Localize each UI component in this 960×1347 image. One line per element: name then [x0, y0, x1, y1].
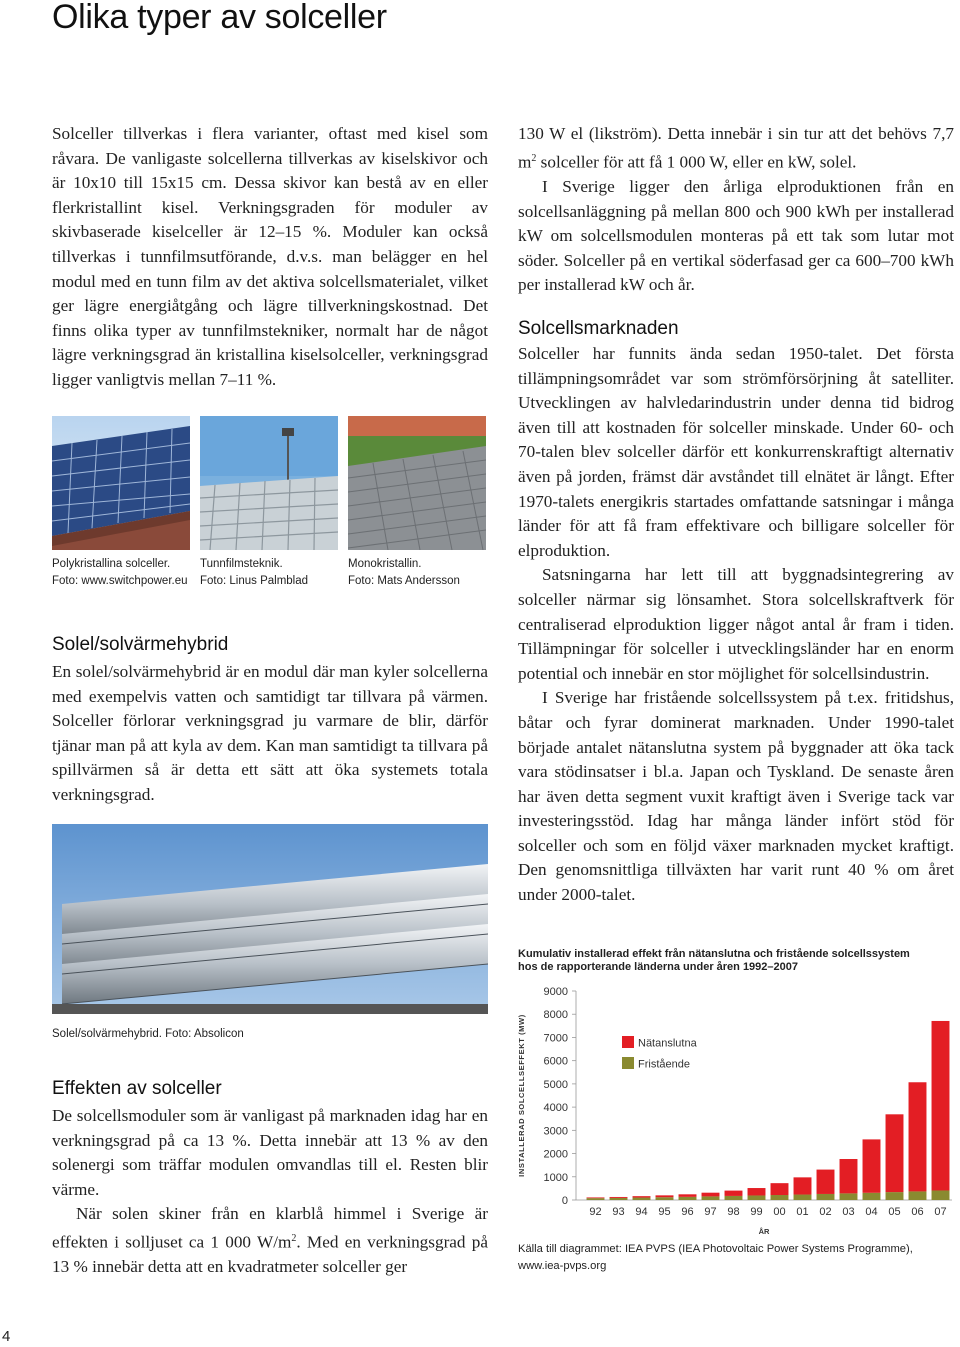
- bar-natanslutna: [794, 1177, 812, 1194]
- intro-paragraph: Solceller tillverkas i flera varianter, oftast med kisel som råvara. De vanligaste solcellerna tillverkas av kiselskivor och är 10x10 till 15x15 cm. Dessa skivor kan bestå av en eller flerkristallint kisel. Verkningsgraden för moduler av skivbaserade kiselceller är 12–15 %. Moduler kan också tillverkas i tunnfilmsutförande, d.v.s. man belägger en hel modul med en tunn film av det aktiva solcellsmaterialet, vilket ger lägre energiåtgång och lägre tillverkningskostnad. Det finns olika typer av tunnfilmstekniker, normalt har de något lägre verkningsgrad än kristallina kiselsolceller, verkningsgrad ligger vanligtvis mellan 7–11 %.: [52, 124, 488, 389]
- effekten-section: [52, 1078, 488, 1280]
- photo-caption-2: [200, 556, 348, 590]
- superscript: 2: [291, 1232, 297, 1244]
- bar-fristaende: [886, 1192, 904, 1200]
- bar-natanslutna: [702, 1193, 720, 1197]
- intro-section: [52, 122, 488, 393]
- hybrid-section: [52, 634, 488, 808]
- x-tick-label: 97: [704, 1206, 717, 1218]
- y-tick-label: 1000: [543, 1171, 568, 1184]
- caption-line: Foto: Linus Palmblad: [200, 575, 309, 587]
- x-tick-label: 03: [842, 1206, 855, 1218]
- bar-fristaende: [702, 1196, 720, 1200]
- x-tick-label: 06: [911, 1206, 924, 1218]
- effekten-paragraph-2: [52, 1202, 488, 1280]
- chart-title-line: hos de rapporterande länderna under åren 1992–2007: [518, 961, 799, 973]
- bar-natanslutna: [932, 1021, 950, 1191]
- text-span: 130 W el (likström). Detta innebär i sin tur att det behövs 7,7 m: [518, 124, 954, 172]
- bar-natanslutna: [771, 1183, 789, 1195]
- bar-fristaende: [587, 1198, 605, 1200]
- chart-title: [518, 948, 938, 974]
- x-tick-label: 93: [612, 1206, 625, 1218]
- text-span: solceller för att få 1 000 W, eller en kW, solel.: [536, 152, 857, 172]
- right-column-top: [518, 122, 954, 298]
- legend-label: Nätanslutna: [638, 1037, 697, 1050]
- marknaden-paragraph-3: I Sverige har fristående solcellssystem på t.ex. fritidshus, båtar och fyrar dominerat marknaden. Under 1990-talet började antalet nätanslutna system på byggnader att öka tack vara stödinsatser i bl.a. Japan och Tyskland. De senaste åren har även detta segment vuxit kraftigt även i Sverige tack var investeringsstöd. Idag har många länder infört stöd för solceller och som en följd växer marknaden mycket kraftigt. Den genomsnittliga tillväxten har varit runt 40 % om året under 2000-talet.: [518, 688, 954, 905]
- bar-fristaende: [725, 1196, 743, 1200]
- legend-swatch: [622, 1057, 634, 1069]
- bar-fristaende: [863, 1193, 881, 1200]
- text-span: När solen skiner från en klarblå himmel i Sverige är effekten i solljuset ca 1 000 W/m: [52, 1204, 488, 1252]
- y-axis-label: INSTALLERAD SOLCELLSEFFEKT (MW): [517, 1014, 526, 1177]
- marknaden-paragraph-1: Solceller har funnits ända sedan 1950-talet. Det första tillämpningsområdet var som strömförsörjning åt satelliter. Utvecklingen av halvledarindustrin under denna tid bidrog även till att kostnaden för solceller minskade. Under 60- och 70-talen blev solceller därför ett konkurrenskraftigt alternativ även på jorden, främst där avståndet till elnätet är långt. Efter 1970-talets energikris startades omfattande satsningar i många länder för att få fram effektivare och billigare solceller för elproduktion.: [518, 344, 954, 560]
- bar-natanslutna: [725, 1191, 743, 1196]
- x-tick-label: 00: [773, 1206, 786, 1218]
- photo-monocrystalline: [348, 416, 486, 550]
- x-tick-label: 04: [865, 1206, 878, 1218]
- y-tick-label: 0: [561, 1195, 568, 1207]
- bar-fristaende: [656, 1197, 674, 1200]
- bar-fristaende: [748, 1195, 766, 1200]
- bar-fristaende: [633, 1198, 651, 1200]
- bar-fristaende: [679, 1197, 697, 1200]
- bar-natanslutna: [587, 1197, 605, 1198]
- bar-natanslutna: [817, 1170, 835, 1194]
- x-tick-label: 92: [589, 1206, 602, 1218]
- x-tick-label: 05: [888, 1206, 901, 1218]
- marknaden-heading: Solcellsmarknaden: [518, 318, 679, 339]
- caption-line: Foto: Mats Andersson: [348, 575, 460, 587]
- x-tick-label: 02: [819, 1206, 832, 1218]
- y-tick-label: 3000: [543, 1125, 568, 1138]
- bar-fristaende: [771, 1195, 789, 1200]
- x-tick-label: 98: [727, 1206, 740, 1218]
- bar-natanslutna: [748, 1188, 766, 1195]
- y-tick-label: 9000: [543, 986, 568, 998]
- x-tick-label: 99: [750, 1206, 763, 1218]
- photo-caption-3: [348, 556, 496, 590]
- page-title: Olika typer av solceller: [52, 0, 387, 36]
- right-continued-paragraph: [518, 122, 954, 175]
- x-axis-label: ÅR: [758, 1227, 770, 1236]
- x-tick-label: 95: [658, 1206, 671, 1218]
- caption-line: Tunnfilmsteknik.: [200, 558, 283, 570]
- photo-polycrystalline: [52, 416, 190, 550]
- y-tick-label: 4000: [543, 1102, 568, 1115]
- chart-source-line: Källa till diagrammet: IEA PVPS (IEA Photovoltaic Power Systems Programme),: [518, 1243, 913, 1255]
- effekten-paragraph-1: De solcellsmoduler som är vanligast på marknaden idag har en verkningsgrad på ca 13 %. Detta innebär att 13 % av den solenergi som träffar modulen omvandlas till el. Resten blir värme.: [52, 1106, 488, 1199]
- y-tick-label: 2000: [543, 1148, 568, 1161]
- bar-fristaende: [817, 1194, 835, 1200]
- caption-line: Polykristallina solceller.: [52, 558, 171, 570]
- y-tick-label: 6000: [543, 1055, 568, 1068]
- bar-natanslutna: [610, 1197, 628, 1198]
- y-tick-label: 7000: [543, 1032, 568, 1045]
- bar-natanslutna: [909, 1082, 927, 1191]
- bar-natanslutna: [863, 1139, 881, 1192]
- bar-fristaende: [794, 1195, 812, 1200]
- hybrid-heading: Solel/solvärmehybrid: [52, 634, 229, 655]
- text-span: . Med en verkningsgrad på 13 % innebär detta att en kvadratmeter solceller ger: [52, 1232, 488, 1277]
- x-tick-label: 01: [796, 1206, 809, 1218]
- superscript: 2: [531, 152, 537, 164]
- y-tick-label: 8000: [543, 1009, 568, 1022]
- bar-natanslutna: [656, 1195, 674, 1197]
- photo-caption-1: [52, 556, 200, 590]
- right-paragraph-2: I Sverige ligger den årliga elproduktionen från en solcellsanläggning på mellan 800 och 900 kWh per installerad kW om solcellsmodulen monteras på ett tak som lutar mot söder. Solceller på en vertikal söderfasad ger ca 600–700 kWh per installerad kW och år.: [518, 176, 954, 295]
- legend-label: Fristående: [638, 1058, 690, 1071]
- chart-source-line: www.iea-pvps.org: [518, 1260, 607, 1272]
- chart-source: [518, 1241, 948, 1275]
- photo-thinfilm: [200, 416, 338, 550]
- hybrid-photo-caption: Solel/solvärmehybrid. Foto: Absolicon: [52, 1028, 244, 1040]
- bar-fristaende: [840, 1193, 858, 1200]
- bar-natanslutna: [679, 1194, 697, 1197]
- x-tick-label: 96: [681, 1206, 694, 1218]
- caption-line: Foto: www.switchpower.eu: [52, 575, 188, 587]
- effekten-heading: Effekten av solceller: [52, 1078, 222, 1099]
- photo-hybrid: [52, 824, 488, 1014]
- marknaden-paragraph-2: Satsningarna har lett till att byggnadsintegrering av solceller närmar sig lönsamhet. Stora solcellskraftverk för centraliserad elproduktion ligger något antal år fram i tiden. Tillämpningar för solceller i utvecklingsländer har en enorm potential och innebär en stor möjlighet för solcellsindustrin.: [518, 565, 954, 683]
- bar-fristaende: [909, 1191, 927, 1200]
- chart-title-line: Kumulativ installerad effekt från nätanslutna och fristående solcellssystem: [518, 948, 910, 960]
- y-tick-label: 5000: [543, 1078, 568, 1091]
- bar-fristaende: [932, 1190, 950, 1200]
- bar-natanslutna: [886, 1114, 904, 1192]
- installed-capacity-chart: [512, 980, 954, 1238]
- marknaden-section: [518, 318, 954, 908]
- page-number: 4: [2, 1328, 11, 1345]
- x-tick-label: 94: [635, 1206, 648, 1218]
- bar-fristaende: [610, 1198, 628, 1200]
- x-tick-label: 07: [934, 1206, 947, 1218]
- hybrid-paragraph: En solel/solvärmehybrid är en modul där man kyler solcellerna med exempelvis vatten och samtidigt tar tillvara på värmen. Solceller förlorar verkningsgrad ju varmare de blir, därför tjänar man på att kyla av dem. Kan man samtidigt ta tillvara på spillvärmen så är detta ett sätt att öka systemets totala verkningsgrad.: [52, 662, 488, 804]
- bar-natanslutna: [633, 1196, 651, 1197]
- caption-line: Monokristallin.: [348, 558, 422, 570]
- bar-natanslutna: [840, 1159, 858, 1193]
- legend-swatch: [622, 1036, 634, 1048]
